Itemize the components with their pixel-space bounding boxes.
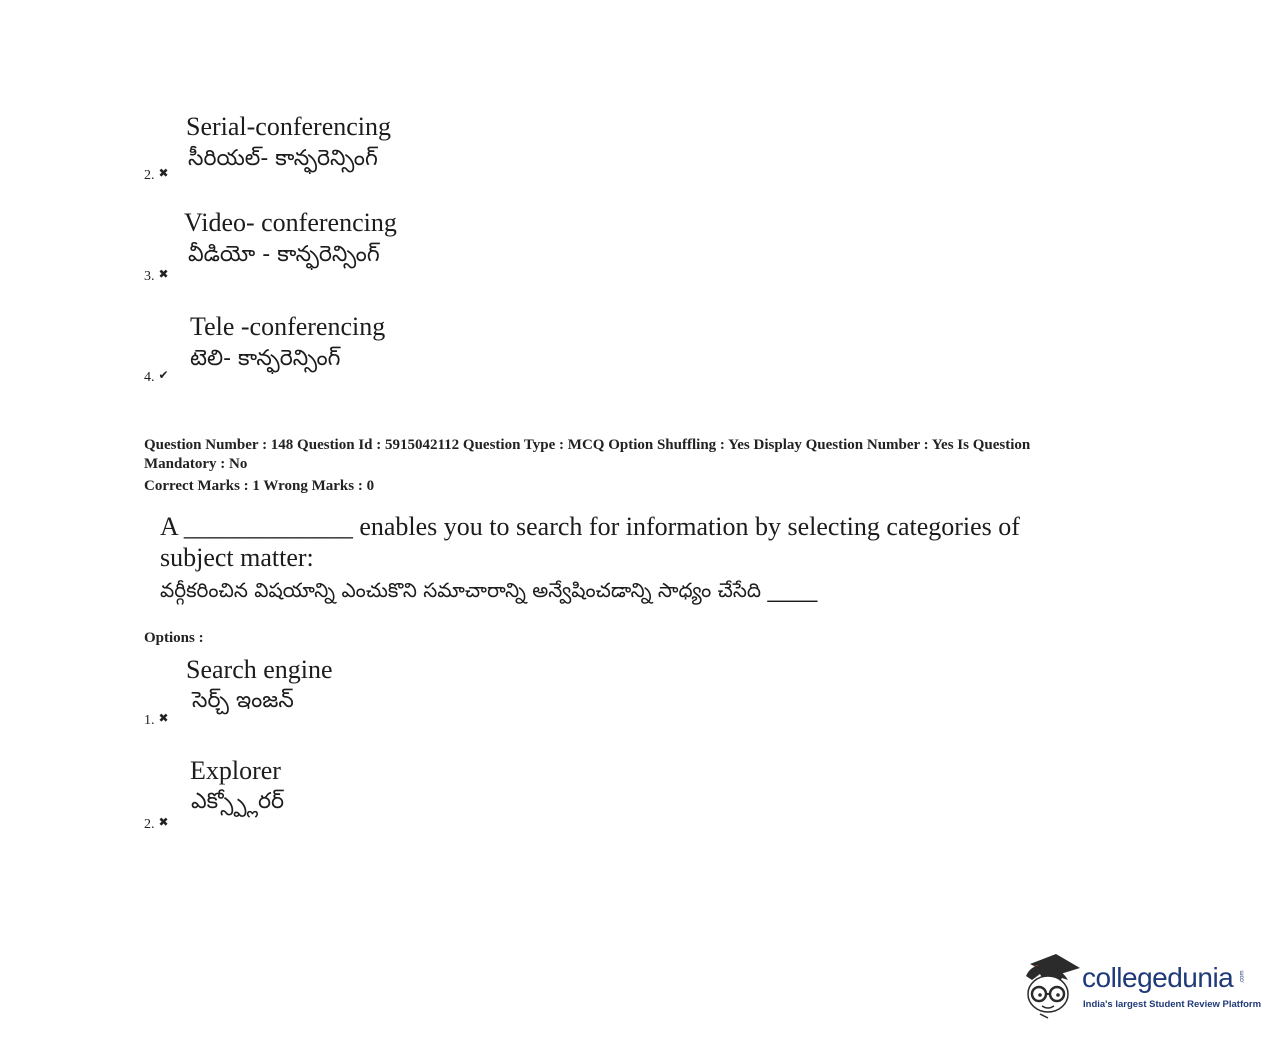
cross-icon: ✖ — [158, 267, 169, 281]
cross-icon: ✖ — [158, 711, 169, 725]
option-english: Search engine — [186, 655, 333, 684]
question-text-telugu: వర్గీకరించిన విషయాన్ని ఎంచుకొని సమాచారాన్ని అన్వేషించడాన్ని సాధ్యం చేసేది _____ — [160, 578, 818, 602]
option-number: 2. ✖ — [144, 815, 169, 832]
option-telugu: వీడియో - కాన్ఫరెన్సింగ్ — [188, 242, 380, 267]
option-telugu: సెర్చ్ ఇంజన్ — [192, 688, 294, 713]
question-text-line1: A _____________ enables you to search for information by selecting categories of — [160, 512, 1020, 541]
collegedunia-logo — [1022, 950, 1262, 1022]
question-meta-line1: Question Number : 148 Question Id : 5915042112 Question Type : MCQ Option Shuffling : Yes Display Question Number : Yes Is Question — [144, 437, 1031, 453]
check-icon: ✔ — [158, 368, 169, 382]
question-meta-line2: Mandatory : No — [144, 456, 248, 472]
options-label: Options : — [144, 630, 204, 646]
cross-icon: ✖ — [158, 166, 169, 180]
option-english: Video- conferencing — [184, 208, 397, 237]
option-telugu: ఎక్స్ప్లోరర్ — [191, 789, 285, 814]
option-telugu: టెలి- కాన్ఫరెన్సింగ్ — [190, 346, 341, 371]
logo-domain: .com — [1239, 970, 1246, 984]
option-number: 2. ✖ — [144, 166, 169, 183]
option-english: Serial-conferencing — [186, 112, 392, 141]
mascot-icon — [1022, 950, 1082, 1022]
option-number: 1. ✖ — [144, 711, 169, 728]
question-marks: Correct Marks : 1 Wrong Marks : 0 — [144, 478, 375, 494]
option-english: Explorer — [190, 756, 281, 785]
option-telugu: సీరియల్- కాన్ఫరెన్సింగ్ — [188, 146, 378, 171]
question-text-line2: subject matter: — [160, 543, 314, 572]
option-number: 4. ✔ — [144, 368, 169, 385]
option-number: 3. ✖ — [144, 267, 169, 284]
cross-icon: ✖ — [158, 815, 169, 829]
logo-tagline: India's largest Student Review Platform — [1083, 999, 1262, 1010]
option-english: Tele -conferencing — [190, 312, 386, 341]
logo-wordmark: collegedunia — [1082, 962, 1234, 993]
